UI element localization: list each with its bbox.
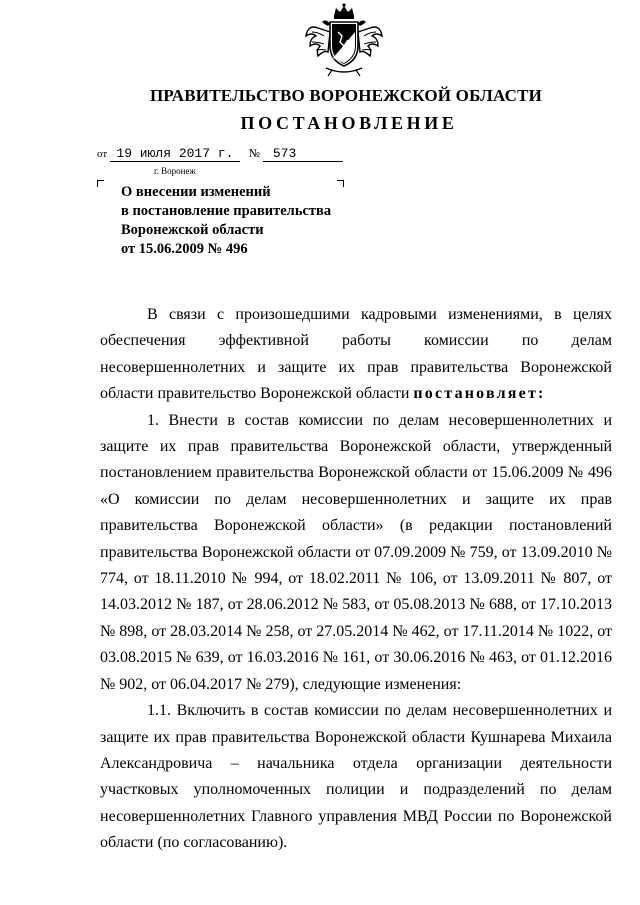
number-label: № (248, 146, 261, 160)
preamble-paragraph (100, 302, 612, 408)
document-body (100, 302, 612, 857)
subject-line: от 15.06.2009 № 496 (121, 241, 248, 257)
government-title: ПРАВИТЕЛЬСТВО ВОРОНЕЖСКОЙ ОБЛАСТИ (149, 86, 543, 105)
subject-line: в постановление правительства (121, 203, 332, 219)
document-type-title: ПОСТАНОВЛЕНИЕ (240, 113, 458, 133)
voronezh-coat-of-arms-icon (304, 2, 384, 78)
preamble-text: В связи с произошедшими кадровыми изменениями, в целях обеспечения эффективной работы комиссии по делам несовершеннолетних и защите их прав правительства Воронежской области правительство Воронежской области (100, 306, 612, 403)
subject-line: Воронежской области (121, 222, 264, 238)
city-label: г. Воронеж (154, 166, 196, 176)
date-from-label: от (97, 148, 108, 160)
document-number: 573 (263, 147, 343, 162)
clause-1-1-paragraph: 1.1. Включить в состав комиссии по делам несовершеннолетних и защите их прав правительства Воронежской области Кушнарева Михаила Александровича – начальника отдела организации деятельности участковых уполномоченных полиции и подразделений по делам несовершеннолетних Главного управления МВД России по Воронежской области (по согласованию). (100, 702, 612, 852)
subject-line: О внесении изменений (121, 184, 271, 200)
document-date: 19 июля 2017 г. (110, 147, 240, 162)
clause-1-paragraph: 1. Внести в состав комиссии по делам несовершеннолетних и защите их прав правительства Воронежской области, утвержденный постановлением правительства Воронежской области от 15.06.2009 № 496 «О комиссии по делам несовершеннолетних и защите их прав правительства Воронежской области» (в редакции постановлений правительства Воронежской области от 07.09.2009 № 759, от 13.09.2010 № 774, от 18.11.2010 № 994, от 18.02.2011 № 106, от 13.09.2011 № 807, от 14.03.2012 № 187, от 28.06.2012 № 583, от 05.08.2013 № 688, от 17.10.2013 № 898, от 28.03.2014 № 258, от 27.05.2014 № 462, от 17.11.2014 № 1022, от 03.08.2015 № 639, от 16.03.2016 № 161, от 30.06.2016 № 463, от 01.12.2016 № 902, от 06.04.2017 № 279), следующие изменения: (100, 411, 612, 693)
coat-of-arms-emblem (304, 2, 384, 78)
subject-bracket-left (97, 180, 104, 187)
decree-keyword: постановляет: (413, 385, 546, 403)
registration-line (97, 146, 343, 162)
document-subject (121, 183, 361, 259)
